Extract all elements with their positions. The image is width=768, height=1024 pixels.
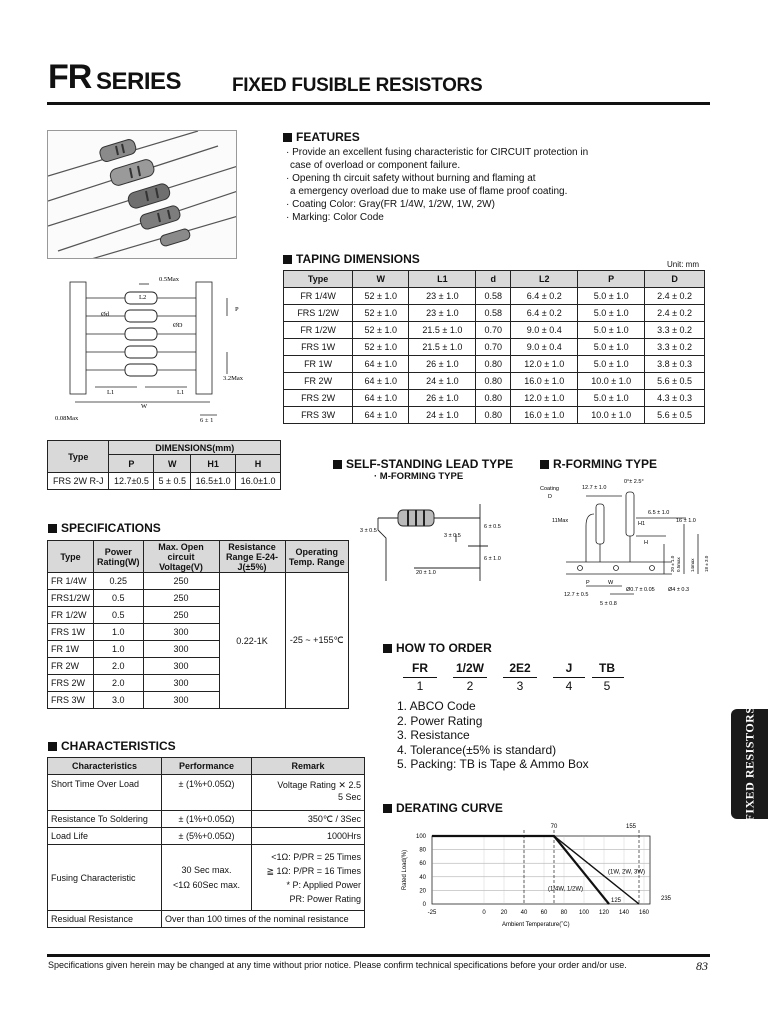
taping-heading: TAPING DIMENSIONS	[283, 253, 420, 265]
table-row	[284, 373, 705, 390]
table-cell: 5.0 ± 1.0	[578, 305, 645, 322]
table-row	[284, 322, 705, 339]
table-row	[284, 339, 705, 356]
table-cell: Load Life	[48, 828, 162, 845]
order-code-3: 2E2	[509, 661, 531, 675]
table-cell: 52 ± 1.0	[353, 322, 409, 339]
table-cell: 1000Hrs	[252, 828, 365, 845]
col-header: Type	[48, 541, 94, 573]
side-tab-label: FIXED RESISTORS	[742, 706, 756, 822]
col-header: DIMENSIONS(mm)	[109, 441, 281, 455]
table-cell: FR 2W	[48, 658, 94, 675]
features-heading: FEATURES	[283, 131, 360, 143]
table-cell: 0.80	[476, 356, 511, 373]
order-legend-item: 1. ABCO Code	[397, 699, 476, 713]
table-cell: 9.0 ± 0.4	[511, 339, 578, 356]
label-32max: 3.2Max	[223, 375, 244, 382]
table-cell: ± (1%+0.05Ω)	[162, 775, 252, 811]
table-cell: 64 ± 1.0	[353, 390, 409, 407]
table-cell: 300	[143, 624, 219, 641]
label-w: W	[141, 403, 148, 410]
table-cell: FR 1/2W	[284, 322, 353, 339]
table-cell: ± (5%+0.05Ω)	[162, 828, 252, 845]
order-underline	[503, 677, 537, 678]
y-tick-label: 40	[419, 874, 426, 881]
table-cell: FRS 1W	[284, 339, 353, 356]
order-num-2: 2	[466, 679, 474, 693]
table-cell: 21.5 ± 1.0	[409, 339, 476, 356]
r-label-h: H	[644, 540, 648, 546]
remark-line: Voltage Rating ✕ 2.5	[277, 780, 361, 790]
order-underline	[553, 677, 585, 678]
table-cell: FR 1W	[284, 356, 353, 373]
table-cell: 0.70	[476, 339, 511, 356]
table-cell: 3.3 ± 0.2	[645, 339, 705, 356]
m-dim-e: 20 ± 1.0	[416, 570, 436, 576]
table-cell: 26 ± 1.0	[409, 356, 476, 373]
x-tick-label: 100	[578, 910, 590, 916]
x-tick-label: 80	[560, 910, 568, 916]
section-side-tab	[731, 706, 768, 822]
col-header: Power Rating(W)	[94, 541, 143, 573]
label-008max: 0.08Max	[55, 415, 79, 422]
table-cell: Resistance To Soldering	[48, 811, 162, 828]
x-tick-label: 40	[520, 910, 528, 916]
table-cell: 1.0	[94, 624, 143, 641]
table-cell: 10.0 ± 1.0	[578, 373, 645, 390]
col-header: Max. Open circuit Voltage(V)	[143, 541, 219, 573]
col-header: L2	[511, 271, 578, 288]
series-word: SERIES	[96, 68, 182, 95]
x-tick-label: 20	[500, 910, 508, 916]
order-legend-item: 3. Resistance	[397, 728, 470, 742]
r-label-phi4: Ø4 ± 0.3	[668, 587, 690, 593]
col-header: d	[476, 271, 511, 288]
table-cell: 5.0 ± 1.0	[578, 288, 645, 305]
table-cell: 0.58	[476, 305, 511, 322]
series-label-1w-2w-3w: (1W, 2W, 3W)	[608, 869, 646, 876]
order-legend-item: 4. Tolerance(±5% is standard)	[397, 742, 557, 757]
table-cell: 3.8 ± 0.3	[645, 356, 705, 373]
table-cell: 21.5 ± 1.0	[409, 322, 476, 339]
table-cell: FRS 3W	[284, 407, 353, 424]
x-tick-label: 60	[540, 910, 548, 916]
table-cell: 52 ± 1.0	[353, 305, 409, 322]
table-cell: 2.4 ± 0.2	[645, 288, 705, 305]
table-cell: FRS 1/2W	[284, 305, 353, 322]
series-label-quarter-half: (1/4W, 1/2W)	[548, 886, 584, 893]
col-header: Operating Temp. Range	[285, 541, 349, 573]
y-axis-title: Rated Load(%)	[402, 849, 408, 891]
label-125: 125	[611, 898, 622, 904]
order-legend	[397, 699, 589, 772]
order-num-3: 3	[516, 679, 524, 693]
table-cell: 12.0 ± 1.0	[511, 356, 578, 373]
table-cell: 350℃ / 3Sec	[252, 811, 365, 828]
table-cell: 52 ± 1.0	[353, 339, 409, 356]
resistance-range-cell: 0.22-1K	[219, 573, 285, 709]
table-cell: 2.0	[94, 675, 143, 692]
table-cell: FRS 1W	[48, 624, 94, 641]
fusing-remark-line: <1Ω: P/PR = 25 Times	[271, 851, 361, 862]
col-header: D	[645, 271, 705, 288]
table-cell: 0.80	[476, 373, 511, 390]
r-label-p: P	[586, 580, 590, 586]
y-tick-label: 60	[419, 861, 426, 868]
table-cell: FR 2W	[284, 373, 353, 390]
table-cell: FRS 2W R-J	[48, 473, 109, 490]
table-cell: 300	[143, 675, 219, 692]
col-header: Resistance Range E-24-J(±5%)	[219, 541, 285, 573]
x-tick-label: 120	[598, 910, 610, 916]
features-list	[286, 146, 588, 224]
col-header: Remark	[252, 758, 365, 775]
table-cell: 4.3 ± 0.3	[645, 390, 705, 407]
page-title: FIXED FUSIBLE RESISTORS	[232, 75, 483, 96]
r-label-vert3: 14max	[690, 558, 695, 572]
table-row	[48, 828, 365, 845]
taping-diagram	[55, 270, 245, 428]
table-cell: FR 1W	[48, 641, 94, 658]
order-underline	[592, 677, 624, 678]
m-dim-d: 6 ± 1.0	[484, 556, 501, 562]
table-cell: 16.0±1.0	[236, 473, 281, 490]
table-cell	[162, 845, 252, 911]
table-row	[284, 356, 705, 373]
r-label-coating: Coating	[540, 486, 559, 492]
y-tick-label: 100	[415, 834, 426, 840]
table-cell: 6.4 ± 0.2	[511, 288, 578, 305]
how-to-order-heading: HOW TO ORDER	[383, 642, 492, 654]
col-header: P	[578, 271, 645, 288]
col-header: L1	[409, 271, 476, 288]
table-cell: 0.25	[94, 573, 143, 590]
feature-item: · Marking: Color Code	[286, 212, 384, 223]
characteristics-table	[47, 757, 365, 928]
table-cell: 5 ± 0.5	[154, 473, 191, 490]
label-05max: 0.5Max	[159, 276, 180, 283]
table-cell: ± (1%+0.05Ω)	[162, 811, 252, 828]
table-cell: 250	[143, 590, 219, 607]
order-num-5: 5	[603, 679, 611, 693]
order-legend-item: 2. Power Rating	[397, 713, 483, 728]
derating-heading: DERATING CURVE	[383, 802, 503, 814]
order-underline	[453, 677, 487, 678]
x-tick-label: -25	[427, 910, 437, 916]
series-line	[432, 836, 609, 904]
fusing-perf-line: <1Ω 60Sec max.	[172, 879, 240, 890]
table-cell: 52 ± 1.0	[353, 288, 409, 305]
table-cell: 0.5	[94, 607, 143, 624]
table-cell: 12.0 ± 1.0	[511, 390, 578, 407]
derating-chart	[398, 820, 690, 932]
order-num-1: 1	[416, 679, 424, 693]
feature-item: a emergency overload due to make use of flame proof coating.	[290, 186, 568, 197]
table-cell: 9.0 ± 0.4	[511, 322, 578, 339]
fusing-remark-line: PR: Power Rating	[289, 893, 361, 904]
order-underline	[403, 677, 437, 678]
footer-rule	[47, 954, 710, 957]
feature-item: · Opening th circuit safety without burning and flaming at	[286, 173, 536, 184]
r-label-11max: 11Max	[552, 518, 569, 524]
m-forming-subheading: · M-FORMING TYPE	[374, 471, 464, 482]
table-row	[48, 845, 365, 911]
table-cell: 16.0 ± 1.0	[511, 407, 578, 424]
header-rule	[47, 102, 710, 105]
table-cell: 3.3 ± 0.2	[645, 322, 705, 339]
r-label-five: 5 ± 0.8	[600, 601, 617, 607]
table-cell: 3.0	[94, 692, 143, 709]
table-cell: FRS1/2W	[48, 590, 94, 607]
fusing-remark-line: * P: Applied Power	[286, 879, 361, 890]
table-row	[48, 811, 365, 828]
dimensions-table	[47, 440, 281, 490]
label-phid: Ød	[101, 311, 109, 318]
table-row	[284, 407, 705, 424]
r-forming-diagram	[536, 474, 712, 610]
table-cell: Fusing Characteristic	[48, 845, 162, 911]
page-number: 83	[696, 959, 708, 973]
fusing-remark-line: ≧ 1Ω: P/PR = 16 Times	[266, 865, 361, 876]
remark-line: 5 Sec	[337, 792, 361, 802]
feature-item: · Provide an excellent fusing characteristic for CIRCUIT protection in	[286, 147, 589, 158]
m-forming-diagram	[358, 486, 516, 582]
table-cell: 6.4 ± 0.2	[511, 305, 578, 322]
table-cell: Residual Resistance	[48, 911, 162, 928]
table-cell: 0.80	[476, 390, 511, 407]
feature-item: case of overload or component failure.	[290, 160, 461, 171]
table-cell: 26 ± 1.0	[409, 390, 476, 407]
col-header: Performance	[162, 758, 252, 775]
table-cell: FR 1/4W	[284, 288, 353, 305]
label-6pm1: 6 ± 1	[200, 417, 214, 424]
table-row	[284, 305, 705, 322]
table-cell: 16.5±1.0	[191, 473, 236, 490]
col-header: H1	[191, 455, 236, 473]
table-cell: 23 ± 1.0	[409, 288, 476, 305]
r-label-w: W	[608, 580, 614, 586]
characteristics-heading: CHARACTERISTICS	[48, 740, 176, 752]
unit-label: Unit: mm	[667, 260, 699, 269]
table-cell: 0.70	[476, 322, 511, 339]
order-code-4: J	[565, 661, 573, 675]
table-cell: 10.0 ± 1.0	[578, 407, 645, 424]
table-cell: 0.80	[476, 407, 511, 424]
r-label-16: 16 ± 1.0	[676, 518, 696, 524]
table-cell: 24 ± 1.0	[409, 407, 476, 424]
order-num-4: 4	[565, 679, 573, 693]
m-dim-b: 3 ± 0.5	[444, 533, 461, 539]
table-cell: 16.0 ± 1.0	[511, 373, 578, 390]
col-header: H	[236, 455, 281, 473]
table-cell: FRS 3W	[48, 692, 94, 709]
table-cell: 0.5	[94, 590, 143, 607]
r-label-65: 6.5 ± 1.0	[648, 510, 670, 516]
r-label-h1: H1	[638, 521, 646, 527]
table-cell	[252, 775, 365, 811]
y-tick-label: 80	[419, 847, 426, 854]
fusing-perf-line: 30 Sec max.	[181, 864, 232, 875]
col-header: Type	[48, 441, 109, 473]
right-label-235: 235	[660, 896, 672, 902]
specifications-table	[47, 540, 349, 709]
table-cell: 5.0 ± 1.0	[578, 390, 645, 407]
table-row	[284, 390, 705, 407]
table-cell: 250	[143, 607, 219, 624]
label-phiD: ØD	[173, 322, 183, 329]
table-cell: 23 ± 1.0	[409, 305, 476, 322]
r-label-phi07: Ø0.7 ± 0.05	[626, 587, 655, 593]
order-code-5: TB	[599, 661, 615, 675]
top-label-70: 70	[550, 824, 558, 830]
r-label-vert2: 0.5max	[676, 557, 681, 572]
m-dim-c: 6 ± 0.5	[484, 524, 501, 530]
table-cell: 250	[143, 573, 219, 590]
table-cell: 12.7±0.5	[109, 473, 154, 490]
y-tick-label: 0	[422, 902, 426, 908]
table-row	[48, 775, 365, 811]
table-cell: 2.4 ± 0.2	[645, 305, 705, 322]
col-header: W	[154, 455, 191, 473]
specifications-heading: SPECIFICATIONS	[48, 522, 161, 534]
table-header-row	[284, 271, 705, 288]
table-cell: 5.6 ± 0.5	[645, 373, 705, 390]
self-standing-heading: SELF-STANDING LEAD TYPE	[333, 458, 513, 470]
table-cell: 5.0 ± 1.0	[578, 356, 645, 373]
r-label-127: 12.7 ± 1.0	[582, 485, 607, 491]
r-label-vert4: 18 ± 3.0	[704, 555, 709, 572]
col-header: Type	[284, 271, 353, 288]
table-cell: FRS 2W	[48, 675, 94, 692]
x-tick-label: 140	[618, 910, 630, 916]
table-cell: 300	[143, 658, 219, 675]
order-legend-item: 5. Packing: TB is Tape & Ammo Box	[397, 757, 589, 771]
series-code: FR	[48, 58, 92, 96]
x-axis-title: Ambient Temperature(˚C)	[502, 922, 570, 928]
table-cell: 24 ± 1.0	[409, 373, 476, 390]
y-tick-label: 20	[419, 888, 426, 895]
table-cell: 5.6 ± 0.5	[645, 407, 705, 424]
taping-table	[283, 270, 705, 424]
table-cell: 5.0 ± 1.0	[578, 339, 645, 356]
table-cell: 64 ± 1.0	[353, 407, 409, 424]
table-cell: 300	[143, 641, 219, 658]
table-cell	[252, 845, 365, 911]
m-dim-a: 3 ± 0.5	[360, 528, 377, 534]
r-label-vert1: 20 ± 1.0	[670, 555, 675, 572]
label-p: P	[235, 306, 239, 313]
table-cell: 5.0 ± 1.0	[578, 322, 645, 339]
table-cell: FR 1/4W	[48, 573, 94, 590]
footer-disclaimer: Specifications given herein may be changed at any time without prior notice. Please confirm technical specifications before your order and/or use.	[48, 960, 627, 970]
table-row	[48, 473, 281, 490]
table-cell: FR 1/2W	[48, 607, 94, 624]
product-photo	[47, 130, 237, 259]
top-label-155: 155	[625, 824, 637, 830]
r-label-127b: 12.7 ± 0.5	[564, 592, 589, 598]
col-header: W	[353, 271, 409, 288]
table-cell: 64 ± 1.0	[353, 373, 409, 390]
r-label-angle: 0°± 2.5°	[624, 479, 644, 485]
col-header: Characteristics	[48, 758, 162, 775]
r-label-d: D	[548, 494, 552, 500]
table-cell: FRS 2W	[284, 390, 353, 407]
table-cell: 300	[143, 692, 219, 709]
feature-item: · Coating Color: Gray(FR 1/4W, 1/2W, 1W, 2W)	[286, 199, 495, 210]
label-l2: L2	[139, 294, 147, 301]
temp-range-cell: -25 ~ +155℃	[285, 573, 349, 709]
table-cell: Short Time Over Load	[48, 775, 162, 811]
order-code-1: FR	[412, 661, 428, 675]
table-cell: Over than 100 times of the nominal resistance	[162, 911, 365, 928]
label-l1b: L1	[177, 389, 185, 396]
table-row	[48, 573, 349, 590]
order-code-2: 1/2W	[455, 661, 484, 675]
x-tick-label: 160	[638, 910, 650, 916]
table-row	[284, 288, 705, 305]
table-cell: 1.0	[94, 641, 143, 658]
x-tick-label: 0	[482, 910, 486, 916]
table-cell: 0.58	[476, 288, 511, 305]
label-l1a: L1	[107, 389, 115, 396]
table-cell: 64 ± 1.0	[353, 356, 409, 373]
table-row	[48, 911, 365, 928]
col-header: P	[109, 455, 154, 473]
r-forming-heading: R-FORMING TYPE	[540, 458, 657, 470]
table-cell: 2.0	[94, 658, 143, 675]
